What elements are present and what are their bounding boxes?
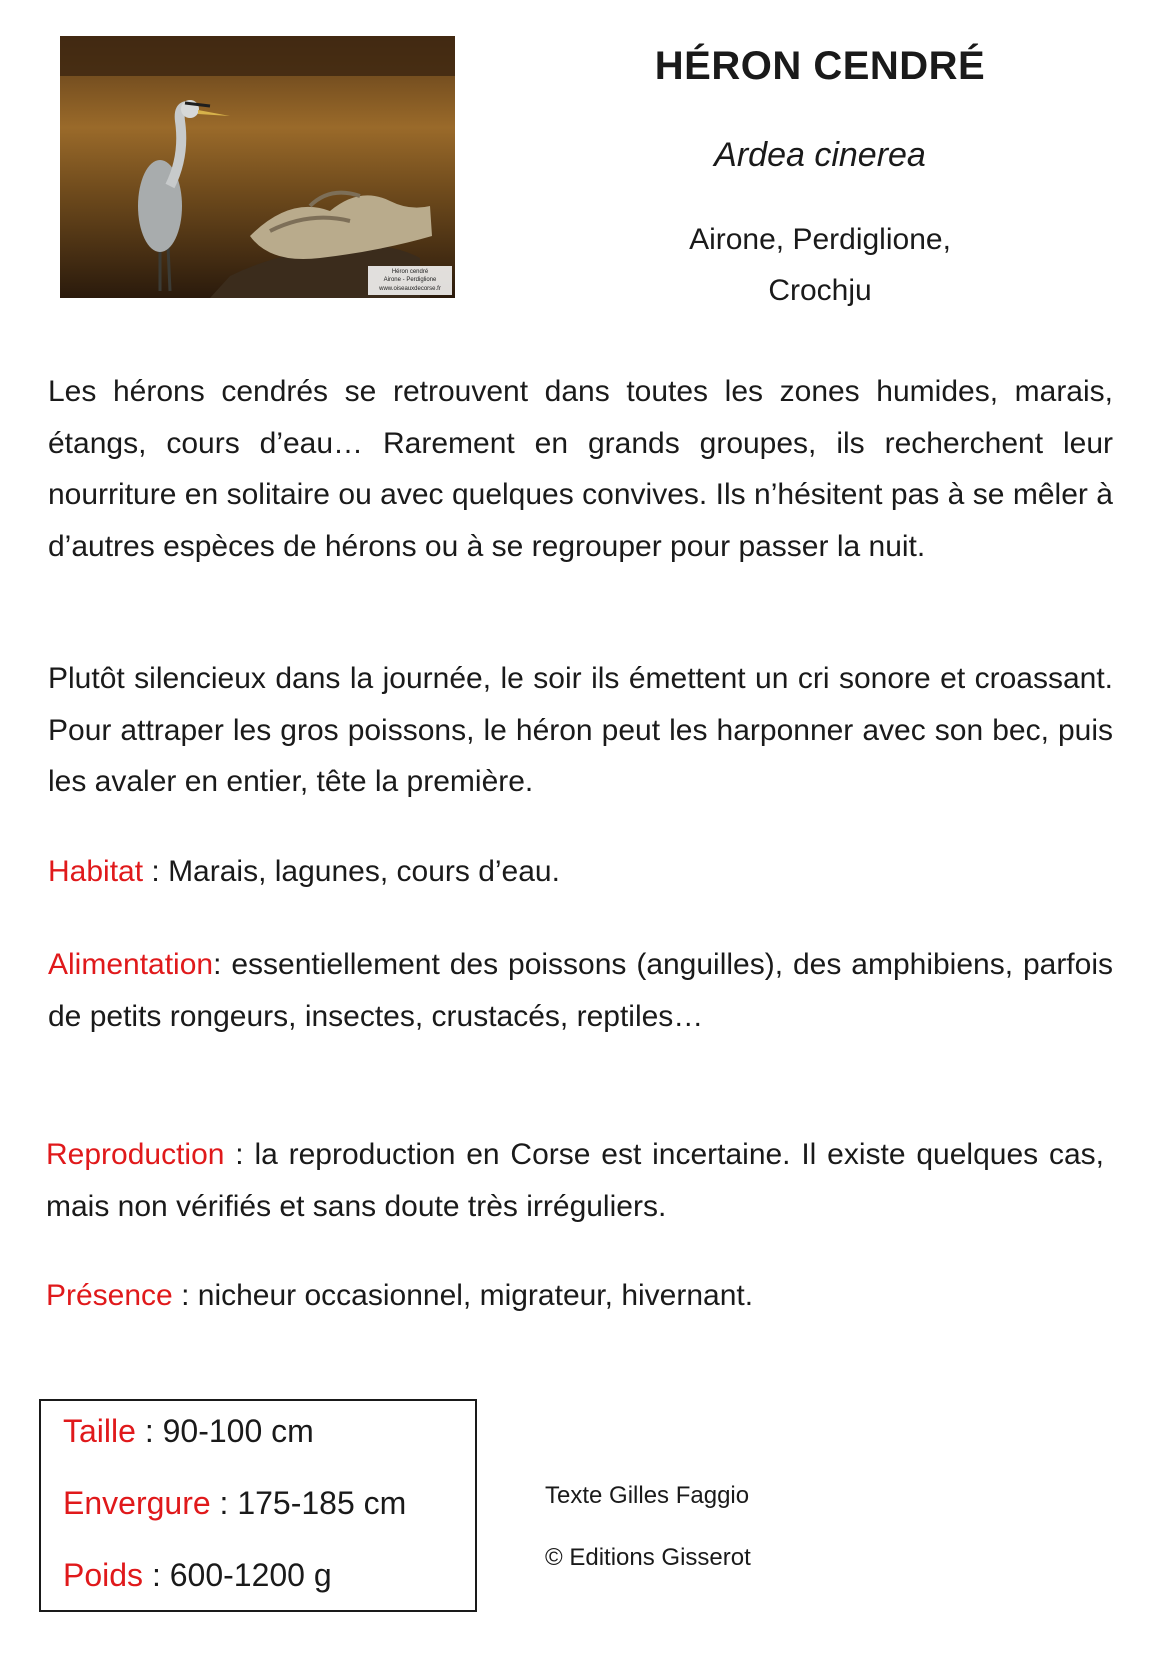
page-title: HÉRON CENDRÉ [654,44,986,88]
stat-envergure [63,1485,406,1522]
scientific-name: Ardea cinerea [714,136,926,174]
reproduction-text: : la reproduction en Corse est incertaine. Il existe quelques cas, mais non vérifiés et sans doute très irréguliers. [46,1138,1104,1223]
photo-caption-line: www.oiseauxdecorse.fr [379,285,441,292]
alimentation-label: Alimentation [48,948,214,981]
alimentation-text: : essentiellement des poissons (anguilles), des amphibiens, parfois de petits rongeurs, insectes, crustacés, reptiles… [48,948,1113,1033]
photo-caption-line: Airone - Perdiglione [383,277,437,283]
poids-value: : 600-1200 g [143,1557,332,1593]
reproduction-section [46,1129,1104,1232]
taille-label: Taille [63,1413,136,1449]
presence-text: : nicheur occasionnel, migrateur, hivernant. [172,1279,754,1312]
stat-poids [63,1557,332,1594]
envergure-label: Envergure [63,1485,211,1521]
local-names-line: Airone, Perdiglione, [689,223,951,256]
presence-section [46,1270,1111,1322]
alimentation-section [48,939,1113,1042]
publisher-credit: © Editions Gisserot [545,1544,751,1571]
reproduction-label: Reproduction [46,1138,225,1171]
stat-taille [63,1413,314,1450]
presence-label: Présence [46,1279,173,1312]
heron-illustration [60,36,455,298]
poids-label: Poids [63,1557,144,1593]
photo-caption [368,266,452,296]
author-credit: Texte Gilles Faggio [545,1482,750,1509]
habitat-label: Habitat [48,855,144,888]
envergure-value: : 175-185 cm [210,1485,407,1521]
measurements-box [39,1399,477,1612]
taille-value: : 90-100 cm [135,1413,314,1449]
heron-photo [60,36,455,298]
behavior-paragraph: Plutôt silencieux dans la journée, le soir ils émettent un cri sonore et croassant. Pour attraper les gros poissons, le héron peut les harponner avec son bec, puis les avaler en entier, tête la première. [48,662,1113,798]
local-names-line: Crochju [768,274,872,307]
photo-caption-line: Héron cendré [391,268,429,275]
intro-paragraph: Les hérons cendrés se retrouvent dans toutes les zones humides, marais, étangs, cours d’eau… Rarement en grands groupes, ils recherchent leur nourriture en solitaire ou avec quelques convives. Ils n’hésitent pas à se mêler à d’autres espèces de hérons ou à se regrouper pour passer la nuit. [48,375,1113,563]
habitat-text: : Marais, lagunes, cours d’eau. [143,855,560,888]
habitat-section [48,846,1113,898]
local-names [610,214,1030,316]
